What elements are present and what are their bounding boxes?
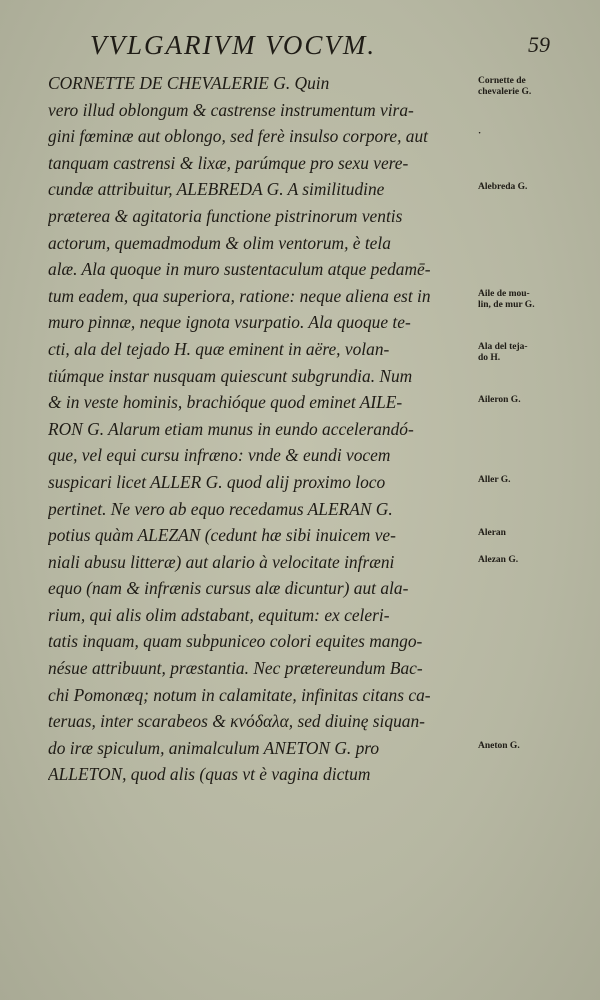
text-line: actorum, quemadmodum & olim ventorum, è tela [48, 232, 391, 253]
page-number: 59 [528, 32, 550, 57]
text-line: rium, qui alis olim adstabant, equitum: ex celeri- [48, 604, 390, 625]
page-header [90, 30, 550, 66]
text-line: equo (nam & infrænis cursus alæ dicuntur) aut ala- [48, 578, 409, 599]
text-line: muro pinnæ, neque ignota vsurpatio. Ala quoque te- [48, 312, 411, 333]
text-line: suspicari licet ALLER G. quod alij proximo loco [48, 471, 386, 492]
text-line: tum eadem, qua superiora, ratione: neque aliena est in [48, 285, 431, 306]
margin-note: Cornette de chevalerie G. [478, 76, 532, 97]
margin-note: Aleran [478, 528, 506, 539]
text-line: teruas, inter scarabeos & κνόδαλα, sed diuinę siquan- [48, 711, 425, 732]
margin-note: Aller G. [478, 475, 511, 485]
text-line: que, vel equi cursu infræno: vnde & eundi vocem [48, 445, 391, 466]
margin-note: · [478, 129, 482, 140]
text-line: RON G. Alarum etiam munus in eundo accelerandó- [48, 418, 414, 439]
text-line: vero illud oblongum & castrense instrumentum vira- [48, 99, 414, 120]
text-line: & in veste hominis, brachióque quod eminet AILE- [48, 392, 403, 413]
margin-note: Alezan G. [478, 554, 519, 565]
text-line: potius quàm ALEZAN (cedunt hæ sibi inuicem ve- [48, 525, 396, 546]
text-line: nésue attribuunt, præstantia. Nec prætereundum Bac- [48, 658, 423, 679]
margin-note: Aneton G. [478, 741, 520, 751]
text-line: ALLETON, quod alis (quas vt è vagina dictum [48, 764, 371, 785]
margin-note: Ala del teja- do H. [478, 342, 528, 363]
running-title: VVLGARIVM VOCVM. [90, 30, 377, 60]
text-line: niali abusu litteræ) aut alario à velocitate infræni [48, 551, 395, 572]
margin-note: Alebreda G. [478, 182, 528, 193]
text-line: CORNETTE DE CHEVALERIE G. Quin [48, 73, 330, 93]
margin-note: Aile de mou- lin, de mur G. [478, 288, 535, 310]
text-line: chi Pomonæq; notum in calamitate, infinitas citans ca- [48, 684, 431, 705]
text-line: tiúmque instar nusquam quiescunt subgrundia. Num [48, 365, 413, 386]
body-text [48, 70, 480, 788]
text-line: alæ. Ala quoque in muro sustentaculum atque pedamē- [48, 259, 431, 280]
text-line: tanquam castrensi & lixæ, parúmque pro sexu vere- [48, 152, 409, 173]
text-line: gini fœminæ aut oblongo, sed ferè insulso corpore, aut [48, 126, 429, 147]
margin-note: Aileron G. [478, 395, 521, 406]
text-line: tatis inquam, quam subpuniceo colori equites mango- [48, 631, 423, 652]
text-line: do iræ spiculum, animalculum ANETON G. pro [48, 737, 380, 758]
text-line: cti, ala del tejado H. quæ eminent in aëre, volan- [48, 338, 390, 359]
text-line: pertinet. Ne vero ab equo recedamus ALERAN G. [48, 498, 393, 519]
text-line: præterea & agitatoria functione pistrinorum ventis [48, 205, 403, 226]
text-line: cundæ attribuitur, ALEBREDA G. A similitudine [48, 179, 385, 200]
